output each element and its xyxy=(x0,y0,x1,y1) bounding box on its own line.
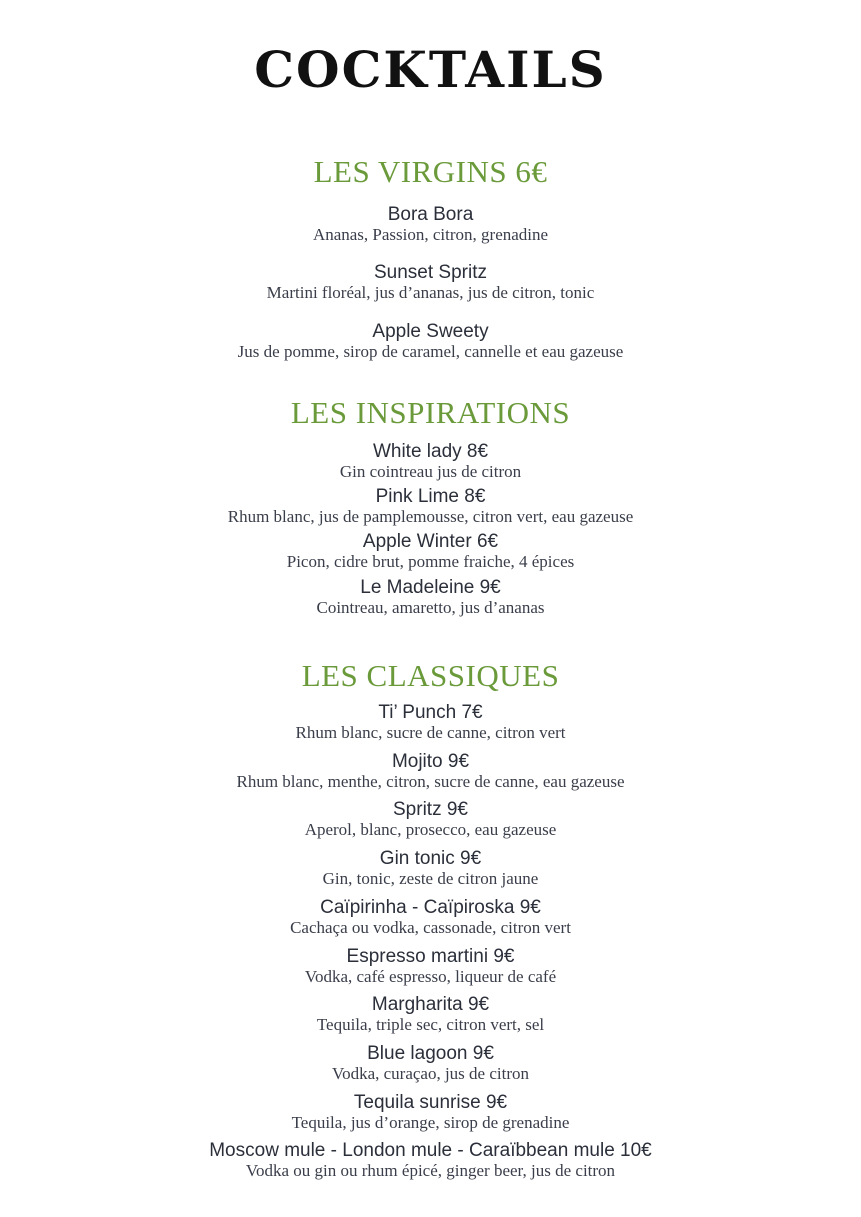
item-name: Gin tonic 9€ xyxy=(379,848,482,869)
item-name: Spritz 9€ xyxy=(393,799,468,820)
menu-item xyxy=(0,322,861,361)
menu-item xyxy=(0,752,861,791)
item-description: Tequila, triple sec, citron vert, sel xyxy=(316,1015,545,1034)
item-name: Apple Winter 6€ xyxy=(362,531,499,552)
item-description: Cointreau, amaretto, jus d’ananas xyxy=(316,598,545,617)
item-description: Jus de pomme, sirop de caramel, cannelle et eau gazeuse xyxy=(237,342,624,361)
menu-item xyxy=(0,532,861,571)
menu-item xyxy=(0,263,861,302)
item-description: Gin cointreau jus de citron xyxy=(339,462,522,481)
item-name: Bora Bora xyxy=(387,204,474,225)
item-name: Pink Lime 8€ xyxy=(375,486,486,507)
item-name: Sunset Spritz xyxy=(374,262,487,283)
page-title: COCKTAILS xyxy=(254,40,607,99)
section-title-virgins: LES VIRGINS 6€ xyxy=(313,154,548,189)
item-description: Picon, cidre brut, pomme fraiche, 4 épices xyxy=(286,552,575,571)
menu-item xyxy=(0,1044,861,1083)
item-name: Blue lagoon 9€ xyxy=(367,1043,494,1064)
menu-item xyxy=(0,205,861,244)
item-name: Ti’ Punch 7€ xyxy=(378,702,483,723)
item-description: Vodka, curaçao, jus de citron xyxy=(331,1064,529,1083)
menu-item xyxy=(0,578,861,617)
item-description: Cachaça ou vodka, cassonade, citron vert xyxy=(290,918,571,937)
menu-item xyxy=(0,442,861,481)
item-name: Espresso martini 9€ xyxy=(346,946,515,967)
item-name: Caïpirinha - Caïpiroska 9€ xyxy=(320,897,541,918)
item-name: Margharita 9€ xyxy=(371,994,490,1015)
item-description: Martini floréal, jus d’ananas, jus de citron, tonic xyxy=(266,283,595,302)
menu-item xyxy=(0,898,861,937)
item-name: Tequila sunrise 9€ xyxy=(353,1092,508,1113)
item-name: White lady 8€ xyxy=(372,441,489,462)
item-description: Vodka, café espresso, liqueur de café xyxy=(304,967,557,986)
item-description: Rhum blanc, menthe, citron, sucre de canne, eau gazeuse xyxy=(236,772,625,791)
item-description: Gin, tonic, zeste de citron jaune xyxy=(322,869,539,888)
menu-item xyxy=(0,947,861,986)
item-name: Moscow mule - London mule - Caraïbbean mule 10€ xyxy=(209,1140,652,1161)
section-title-inspirations: LES INSPIRATIONS xyxy=(290,395,571,430)
menu-item xyxy=(0,800,861,839)
menu-item xyxy=(0,487,861,526)
item-description: Tequila, jus d’orange, sirop de grenadine xyxy=(291,1113,570,1132)
item-description: Vodka ou gin ou rhum épicé, ginger beer, jus de citron xyxy=(245,1161,616,1180)
menu-item xyxy=(0,1093,861,1132)
menu-item xyxy=(0,1141,861,1180)
menu-item xyxy=(0,703,861,742)
item-description: Rhum blanc, sucre de canne, citron vert xyxy=(295,723,566,742)
item-name: Mojito 9€ xyxy=(391,751,470,772)
item-description: Ananas, Passion, citron, grenadine xyxy=(312,225,549,244)
menu-item xyxy=(0,849,861,888)
item-name: Le Madeleine 9€ xyxy=(360,577,501,598)
item-description: Rhum blanc, jus de pamplemousse, citron vert, eau gazeuse xyxy=(227,507,634,526)
menu-item xyxy=(0,995,861,1034)
item-description: Aperol, blanc, prosecco, eau gazeuse xyxy=(304,820,557,839)
section-title-classiques: LES CLASSIQUES xyxy=(301,658,560,693)
item-name: Apple Sweety xyxy=(372,321,489,342)
